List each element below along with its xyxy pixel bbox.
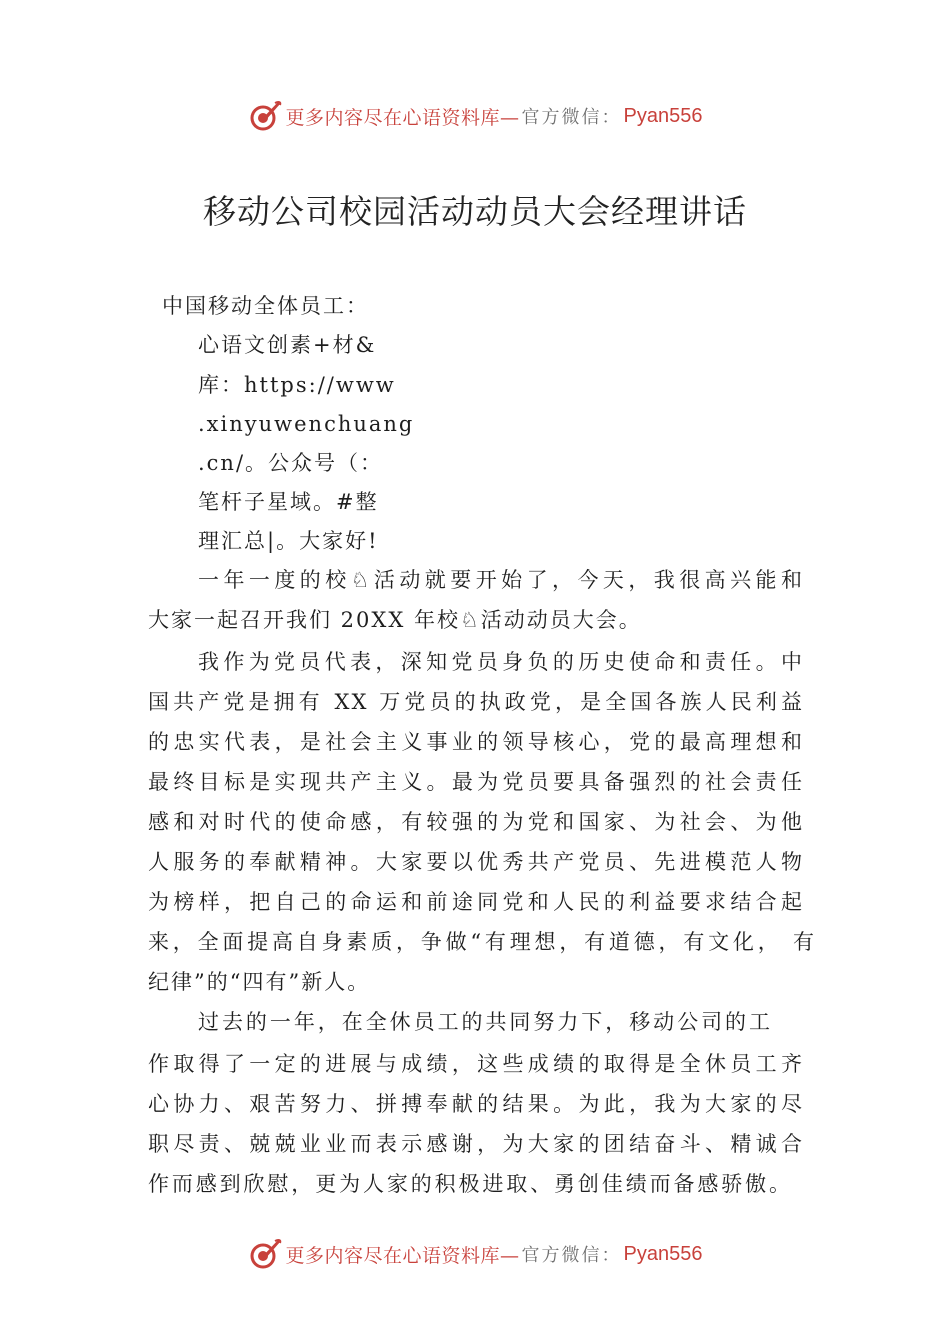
banner-label: 官方微信： — [521, 107, 622, 128]
footer-banner — [0, 1234, 950, 1274]
document-title: 移动公司校园活动动员大会经理讲话 — [203, 192, 747, 231]
paragraph-line: 作而感到欣慰，更为人家的积极进取、勇创佳绩而备感骄傲。 — [148, 1172, 792, 1196]
source-line: 理汇总|。大家好! — [198, 529, 379, 553]
quill-ink-logo-icon — [248, 99, 282, 133]
header-banner — [0, 96, 950, 136]
paragraph-line: 最终目标是实现共产主义。最为党员要具备强烈的社会责任 — [148, 770, 804, 794]
paragraph-line: 的忠实代表，是社会主义事业的领导核心，党的最高理想和 — [148, 730, 804, 754]
paragraph-line: 为榜样，把自己的命运和前途同党和人民的利益要求结合起 — [148, 890, 804, 914]
quill-ink-logo-icon — [248, 1237, 282, 1271]
source-line: 笔杆子星域。#整 — [198, 490, 379, 514]
paragraph-line: 人服务的奉献精神。大家要以优秀共产党员、先进模范人物 — [148, 850, 804, 874]
source-line: .cn/。公众号（： — [198, 451, 384, 475]
banner-text: 更多内容尽在心语资料库— — [285, 1244, 520, 1267]
paragraph-line: 心协力、艰苦努力、拼搏奉献的结果。为此，我为大家的尽 — [148, 1092, 804, 1116]
paragraph-line: 来，全面提高自身素质，争做“有理想，有道德，有文化， 有 — [148, 930, 816, 954]
paragraph-line: 职尽责、兢兢业业而表示感谢，为大家的团结奋斗、精诚合 — [148, 1132, 804, 1156]
banner-wechat-id: Pyan556 — [623, 104, 703, 127]
salutation: 中国移动全体员工： — [162, 294, 369, 318]
source-line: 心语文创素+材& — [198, 333, 377, 357]
paragraph-line: 大家一起召开我们 20XX 年校♘活动动员大会。 — [148, 608, 642, 632]
paragraph-line: 感和对时代的使命感，有较强的为党和国家、为社会、为他 — [148, 810, 804, 834]
banner-wechat-id: Pyan556 — [623, 1242, 703, 1265]
source-line: 库：https://www — [198, 373, 396, 397]
banner-text: 更多内容尽在心语资料库— — [285, 106, 520, 129]
paragraph-line: 纪律”的“四有”新人。 — [148, 970, 371, 994]
paragraph-line: 过去的一年，在全休员工的共同努力下，移动公司的工 — [198, 1010, 772, 1034]
paragraph-line: 作取得了一定的进展与成绩，这些成绩的取得是全休员工齐 — [148, 1052, 804, 1076]
paragraph-line: 我作为党员代表，深知党员身负的历史使命和责任。中 — [198, 650, 804, 674]
banner-label: 官方微信： — [521, 1245, 622, 1266]
paragraph-line: 国共产党是拥有 XX 万党员的执政党，是全国各族人民利益 — [148, 690, 804, 714]
paragraph-line: 一年一度的校♘活动就要开始了，今天，我很高兴能和 — [198, 568, 804, 592]
source-line: .xinyuwenchuang — [198, 412, 415, 436]
